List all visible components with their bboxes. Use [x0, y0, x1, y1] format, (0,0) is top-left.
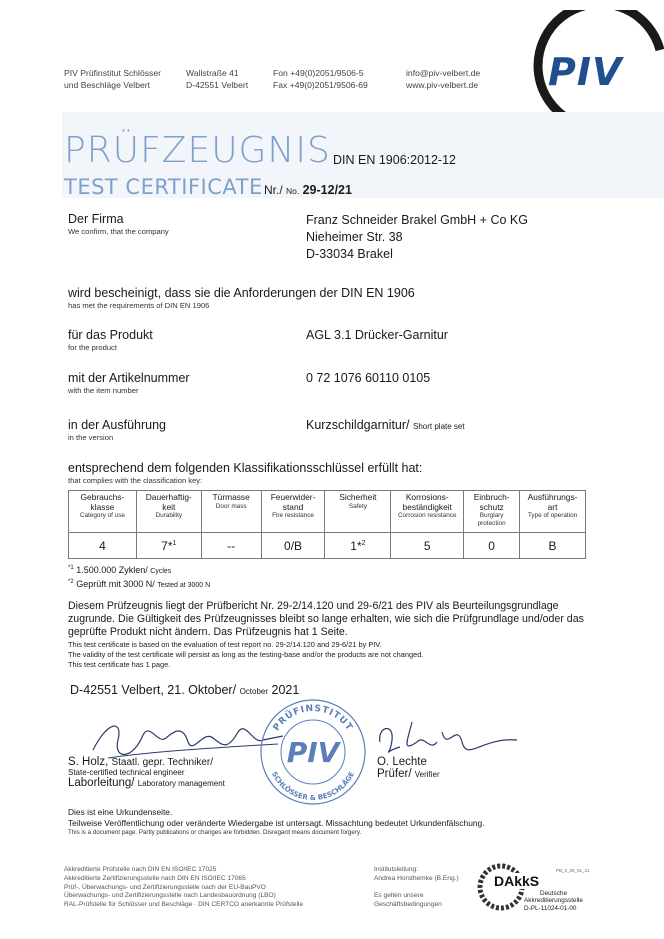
piv-logo: PIV: [548, 50, 623, 94]
value-safety: 1*$^2$: [325, 533, 391, 559]
col-durability: Dauerhaftig- keit Durability: [136, 491, 201, 533]
certificate-number: Nr./ No. 29-12/21: [264, 183, 352, 197]
value-door-mass: --: [201, 533, 261, 559]
version-label: in der Ausführung in the version: [68, 418, 166, 442]
requirements-statement: wird bescheinigt, dass sie die Anforderungen der DIN EN 1906 has met the requirements of DIN EN 1906: [68, 286, 415, 310]
value-corrosion-resistance: 5: [391, 533, 464, 559]
header-address: Wallstraße 41 D-42551 Velbert: [186, 68, 249, 90]
certificate-norm: DIN EN 1906:2012-12: [333, 153, 456, 167]
col-door-mass: Türmasse Door mass: [201, 491, 261, 533]
value-burglary-protection: 0: [464, 533, 520, 559]
col-corrosion-resistance: Korrosions- beständigkeit Corrosion resistance: [391, 491, 464, 533]
classification-intro: entsprechend dem folgenden Klassifikationsschlüssel erfüllt hat: that complies with the classification key:: [68, 461, 423, 485]
classification-table: [68, 490, 586, 559]
signer-left: S. Holz, Staatl. gepr. Techniker/ State-certified technical engineer Laborleitung/ Laboratory management: [68, 756, 225, 789]
note-2: $^{*2}$ Geprüft mit 3000 N/ Tested at 3000 N: [68, 579, 211, 589]
classification-header-row: [69, 491, 586, 533]
article-number: 0 72 1076 60110 0105: [306, 371, 431, 385]
company-label: Der Firma We confirm, that the company: [68, 212, 169, 236]
header-org: PIV Prüfinstitut Schlösser und Beschläge Velbert: [64, 68, 161, 90]
value-durability: 7*$^1$: [136, 533, 201, 559]
certificate-title: PRÜFZEUGNIS: [64, 130, 331, 171]
signer-right: O. Lechte Prüfer/ Verifier: [377, 756, 440, 780]
footer-accreditation: Akkreditierte Prüfstelle nach DIN EN ISO/IEC 17025 Akkreditierte Zertifizierungsstelle nach DIN EN ISO/IEC 17065 Prüf-, Überwachungs- und Zertifizierungsstelle nach der EU-BauPVO Überwachungs- und Zertifizierungsstelle nach Landesbauordnung (LBO) RAL-Prüfstelle für Schlösser und Beschläge · DIN CERTCO anerkannte Prüfstelle: [64, 866, 304, 909]
product-value: AGL 3.1 Drücker-Garnitur: [306, 328, 448, 342]
note-1: $^{*1}$ 1.500.000 Zyklen/ Cycles: [68, 565, 172, 575]
classification-value-row: [69, 533, 586, 559]
col-fire-resistance: Feuerwider- stand Fire resistance: [261, 491, 325, 533]
dakks-logo: DAkkS: [494, 873, 540, 889]
col-category-of-use: Gebrauchs- klasse Category of use: [69, 491, 137, 533]
stamp-ring-bottom: SCHLÖSSER & BESCHLÄGE: [269, 770, 357, 803]
stamp-center: PIV: [286, 736, 340, 769]
svg-text:SCHLÖSSER & BESCHLÄGE: [270, 770, 356, 802]
header-contact: info@piv-velbert.de www.piv-velbert.de: [406, 68, 481, 90]
version-value: Kurzschildgarnitur/ Short plate set: [306, 418, 465, 432]
classification-notes: [68, 563, 210, 591]
product-label: für das Produkt for the product: [68, 328, 153, 352]
stamp-ring-top: PRÜFINSTITUT: [271, 703, 355, 734]
value-fire-resistance: 0/B: [261, 533, 325, 559]
company-address: Franz Schneider Brakel GmbH + Co KG Nieheimer Str. 38 D-33034 Brakel: [306, 213, 528, 261]
col-type-of-operation: Ausführungs- art Type of operation: [520, 491, 586, 533]
dakks-text: Deutsche Akkreditierungsstelle D-PL-11024-01-00: [524, 890, 583, 912]
footer-management: Institutsleitung: Andrea Horsthemke (B.Eng.) Es gelten unsere Geschäftsbedingungen: [374, 866, 459, 909]
piv-stamp: [258, 697, 368, 807]
article-label: mit der Artikelnummer with the item number: [68, 371, 190, 395]
col-burglary-protection: Einbruch- schutz Burglary protection: [464, 491, 520, 533]
issue-date: D-42551 Velbert, 21. Oktober/ October 2021: [70, 683, 300, 697]
form-code: PB_3_29_01_21: [556, 868, 590, 873]
value-category-of-use: 4: [69, 533, 137, 559]
col-safety: Sicherheit Safety: [325, 491, 391, 533]
certificate-subtitle: TEST CERTIFICATE: [64, 175, 263, 199]
document-note: Dies ist eine Urkundenseite. Teilweise Veröffentlichung oder veränderte Wiedergabe ist untersagt. Missachtung bedeutet Urkundenfälschung. This is a document page. Partly publications or changes are forbidden. Disregard means document forgery.: [68, 807, 485, 836]
basis-statement: Diesem Prüfzeugnis liegt der Prüfbericht Nr. 29-2/14.120 und 29-6/21 des PIV als Beurteilungsgrundlage zugrunde. Die Gültigkeit des Prüfzeugnisses bleibt so lange erhalten, wie sich die Prüfgrundlage und/oder das geprüfte Produkt nicht ändern. Das Prüfzeugnis hat 1 Seite. This test certificate is based on the evaluation of test report no. 29-2/14.120 and 29-6/21 by PIV. The validity of the test certificate will persist as long as the testing-base and/or the products are not changed. This test certificate has 1 page.: [68, 600, 584, 669]
header-phone: Fon +49(0)2051/9506-5 Fax +49(0)2051/9506-69: [273, 68, 368, 90]
signature-lechte: [372, 712, 522, 762]
value-type-of-operation: B: [520, 533, 586, 559]
